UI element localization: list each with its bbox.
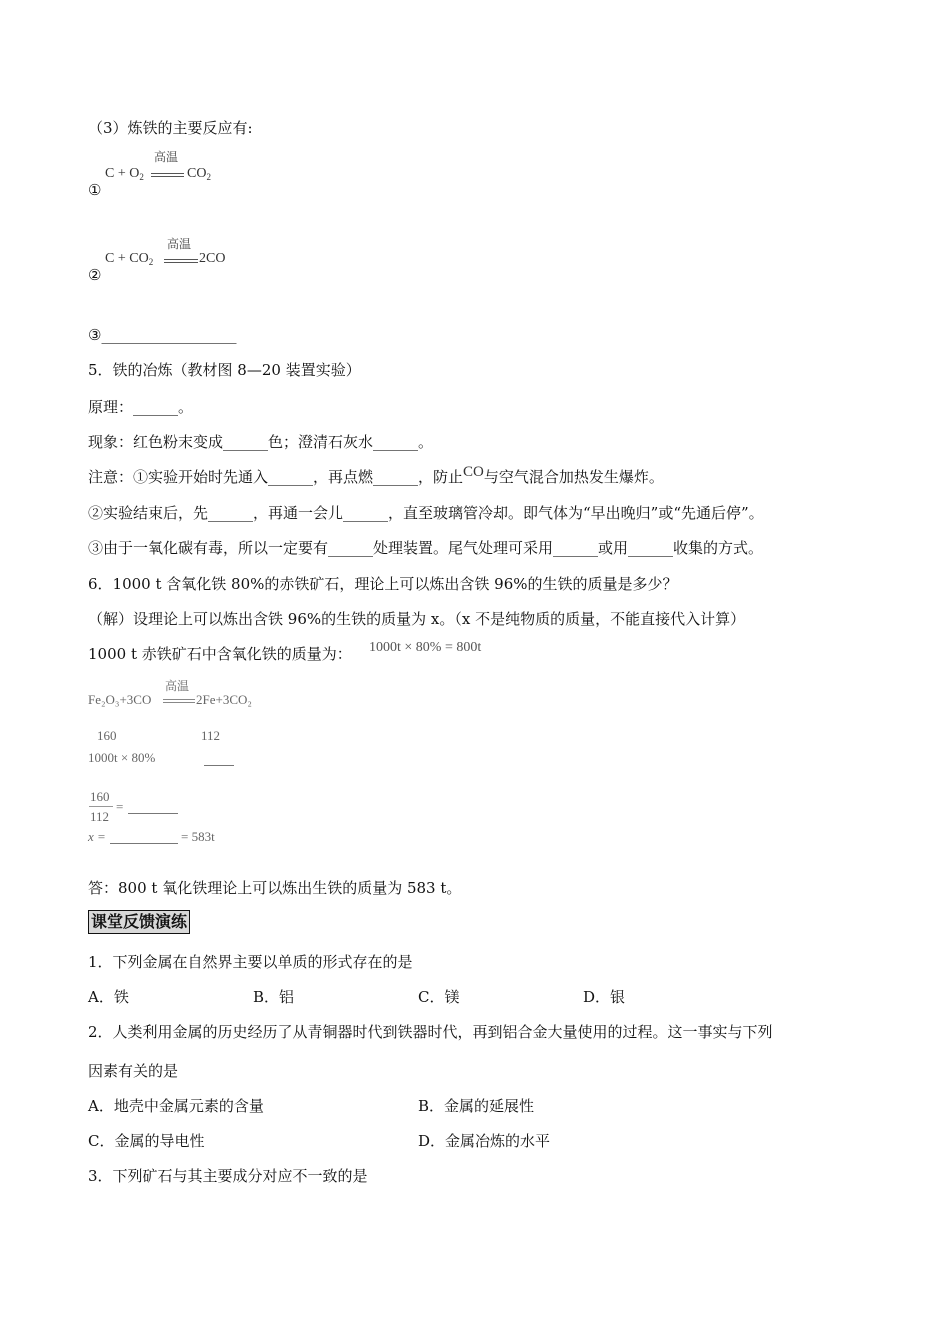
reaction-1-right: $CO_2$ xyxy=(187,166,211,182)
equation-left: Fe₂O₃+3CO xyxy=(88,692,152,707)
reaction-2-left: $C + CO_2$ xyxy=(105,251,154,267)
section-heading-feedback: 课堂反馈演练 xyxy=(88,910,190,934)
question-2-stem-1: 2．人类利用金属的历史经历了从青铜器时代到铁器时代，再到铝合金大量使用的过程。这一事实与下列 xyxy=(88,1023,773,1041)
ratio-numerator: 160 xyxy=(90,789,110,804)
reaction-1-left: $C + O_2$ xyxy=(105,166,144,182)
x-blank xyxy=(110,843,178,844)
ratio-fraction-bar xyxy=(89,806,113,807)
reaction-1-equals xyxy=(151,173,184,177)
question-2-option-c[interactable]: C．金属的导电性 xyxy=(88,1132,205,1150)
given-mass: 1000t × 80% xyxy=(88,750,156,765)
equation-right: 2Fe+3CO₂ xyxy=(196,692,252,707)
ratio-equals: = xyxy=(116,799,124,814)
molar-mass-fe: 112 xyxy=(201,728,221,743)
note-1-line: 注意：①实验开始时先通入______，再点燃______，防止CO与空气混合加热发生爆炸。 xyxy=(88,464,664,486)
reaction-1-number: ① xyxy=(88,181,102,199)
mass-calc-expression: 1000t × 80% = 800t xyxy=(369,640,482,655)
note-2-line: ②实验结束后，先______，再通一会儿______，直至玻璃管冷却。即气体为“早出晚归”或“先通后停”。 xyxy=(88,504,764,522)
solution-setup: （解）设理论上可以炼出含铁 96%的生铁的质量为 x。（x 不是纯物质的质量，不能直接代入计算） xyxy=(88,610,746,628)
reaction-2-condition: 高温 xyxy=(167,237,192,251)
reaction-2-number: ② xyxy=(88,266,102,284)
reaction-3-blank: ③__________________ xyxy=(88,326,237,344)
answer-line: 答：800 t 氧化铁理论上可以炼出生铁的质量为 583 t。 xyxy=(88,879,462,897)
equation-equals xyxy=(163,699,195,703)
reaction-1-condition: 高温 xyxy=(154,150,179,164)
mass-calc-line: 1000 t 赤铁矿石中含氧化铁的质量为： xyxy=(88,645,352,663)
phenomenon-line: 现象：红色粉末变成______色；澄清石灰水______。 xyxy=(88,433,434,451)
question-1-option-c[interactable]: C．镁 xyxy=(418,988,460,1006)
question-1-option-b[interactable]: B．铝 xyxy=(253,988,295,1006)
principle-line: 原理：______。 xyxy=(88,398,194,416)
ratio-blank xyxy=(128,813,178,814)
question-1-option-d[interactable]: D．银 xyxy=(583,988,626,1006)
question-1-option-a[interactable]: A．铁 xyxy=(88,988,129,1006)
question-2-option-d[interactable]: D．金属冶炼的水平 xyxy=(418,1132,551,1150)
reaction-2-equals xyxy=(164,259,198,263)
reaction-2-right: 2CO xyxy=(199,251,226,266)
reaction-heading: （3）炼铁的主要反应有: xyxy=(88,119,253,137)
section-6-title: 6．1000 t 含氧化铁 80%的赤铁矿石，理论上可以炼出含铁 96%的生铁的质量是多少？ xyxy=(88,575,678,593)
question-2-option-a[interactable]: A．地壳中金属元素的含量 xyxy=(88,1097,264,1115)
question-1-stem: 1．下列金属在自然界主要以单质的形式存在的是 xyxy=(88,953,413,971)
unknown-blank xyxy=(204,765,234,766)
question-3-stem: 3．下列矿石与其主要成分对应不一致的是 xyxy=(88,1167,368,1185)
x-label: x = xyxy=(88,829,106,844)
x-result: = 583t xyxy=(181,829,215,844)
section-5-title: 5．铁的冶炼（教材图 8—20 装置实验） xyxy=(88,361,361,379)
question-2-stem-2: 因素有关的是 xyxy=(88,1062,179,1080)
note-3-line: ③由于一氧化碳有毒，所以一定要有______处理装置。尾气处理可采用______或用______收集的方式。 xyxy=(88,539,764,557)
ratio-denominator: 112 xyxy=(90,809,110,824)
question-2-option-b[interactable]: B．金属的延展性 xyxy=(418,1097,535,1115)
molar-mass-fe2o3: 160 xyxy=(97,728,117,743)
equation-condition: 高温 xyxy=(165,679,190,693)
